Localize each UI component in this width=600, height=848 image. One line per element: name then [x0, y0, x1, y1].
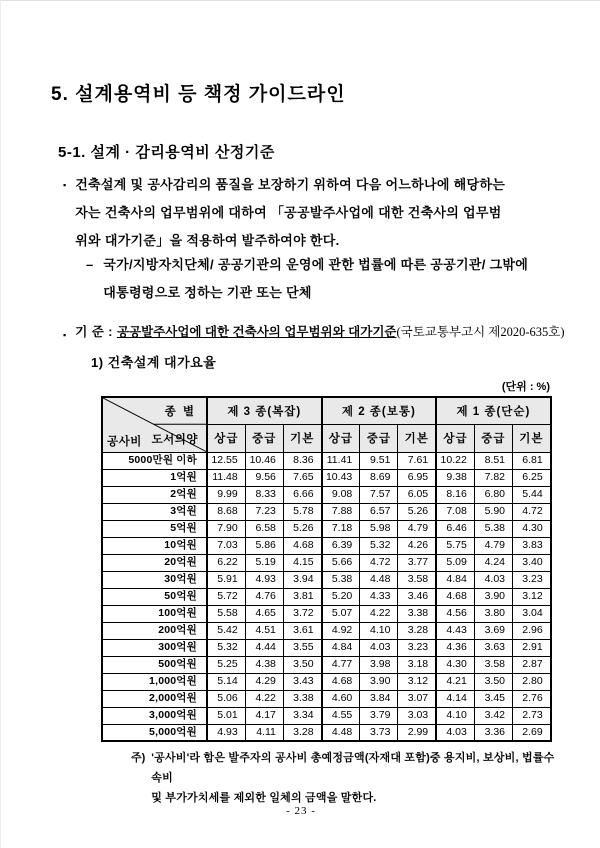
- fee-rate-cell: 3.63: [474, 639, 512, 656]
- fee-rate-cell: 5.26: [398, 503, 436, 520]
- fee-rate-cell: 4.92: [322, 622, 360, 639]
- fee-rate-cell: 3.40: [513, 554, 551, 571]
- fee-rate-cell: 3.81: [283, 588, 321, 605]
- fee-rate-cell: 3.38: [283, 690, 321, 707]
- fee-rate-cell: 5.26: [283, 520, 321, 537]
- fee-rate-cell: 3.79: [360, 707, 398, 724]
- fee-rate-cell: 2.73: [513, 707, 551, 724]
- fee-rate-cell: 3.43: [283, 673, 321, 690]
- fee-rate-cell: 5.01: [207, 707, 245, 724]
- fee-rate-cell: 3.69: [474, 622, 512, 639]
- fee-rate-cell: 5.20: [322, 588, 360, 605]
- fee-rate-cell: 6.66: [283, 486, 321, 503]
- sub-item-text: 국가/지방자치단체/ 공공기관의 운영에 관한 법률에 따른 공공기관/ 그밖에 대통령령으로 정하는 기관 또는 단체: [103, 257, 529, 300]
- fee-rate-cell: 2.87: [513, 656, 551, 673]
- fee-rate-cell: 7.03: [207, 537, 245, 554]
- fee-rate-cell: 5.32: [207, 639, 245, 656]
- fee-rate-cell: 4.51: [245, 622, 283, 639]
- fee-rate-cell: 3.58: [474, 656, 512, 673]
- fee-rate-cell: 4.30: [513, 520, 551, 537]
- table-row: [102, 673, 551, 690]
- fee-rate-cell: 3.45: [474, 690, 512, 707]
- fee-rate-cell: 8.36: [283, 452, 321, 469]
- fee-rate-cell: 4.48: [360, 571, 398, 588]
- unit-note: (단위 : %): [501, 381, 550, 393]
- fee-rate-cell: 2.91: [513, 639, 551, 656]
- dash-bullet-icon: –: [86, 257, 94, 272]
- fee-rate-cell: 3.90: [360, 673, 398, 690]
- column-header: 기본: [513, 424, 551, 452]
- fee-rate-cell: 3.98: [360, 656, 398, 673]
- fee-rate-cell: 4.10: [360, 622, 398, 639]
- fee-rate-cell: 5.90: [474, 503, 512, 520]
- fee-rate-cell: 6.95: [398, 469, 436, 486]
- column-header: 중급: [360, 424, 398, 452]
- table-row: [102, 690, 551, 707]
- fee-rate-cell: 4.30: [436, 656, 474, 673]
- fee-rate-cell: 4.21: [436, 673, 474, 690]
- fee-rate-cell: 4.68: [322, 673, 360, 690]
- fee-rate-cell: 7.18: [322, 520, 360, 537]
- row-label-cost-range: 2억원: [102, 486, 207, 503]
- row-label-cost-range: 2,000억원: [102, 690, 207, 707]
- footnote: [131, 748, 561, 808]
- fee-rate-cell: 4.76: [245, 588, 283, 605]
- fee-rate-cell: 3.84: [360, 690, 398, 707]
- fee-rate-cell: 4.55: [322, 707, 360, 724]
- column-header: 상급: [322, 424, 360, 452]
- fee-rate-cell: 3.72: [283, 605, 321, 622]
- page-title: 5. 설계용역비 등 책정 가이드라인: [51, 84, 346, 105]
- fee-rate-cell: 4.29: [245, 673, 283, 690]
- fee-rate-cell: 3.28: [283, 724, 321, 741]
- paragraph-text: 건축설계 및 공사감리의 품질을 보장하기 위하여 다음 어느하나에 해당하는 자는 건축사의 업무범위에 대하여 「공공발주사업에 대한 건축사의 업무범 위와 대가기준」을 적용하여 발주하여야 한다.: [75, 177, 506, 248]
- fee-rate-cell: 6.05: [398, 486, 436, 503]
- footnote-label: 주): [131, 752, 146, 764]
- fee-rate-cell: 6.46: [436, 520, 474, 537]
- fee-rate-cell: 4.77: [322, 656, 360, 673]
- standard-law-title: 공공발주사업에 대한 건축사의 업무범위와 대가기준: [116, 325, 397, 339]
- bullet-paragraph-1: [63, 171, 558, 255]
- page-number: - 23 -: [286, 805, 316, 817]
- table-row: [102, 486, 551, 503]
- column-header: 중급: [474, 424, 512, 452]
- fee-rate-cell: 7.61: [398, 452, 436, 469]
- row-label-cost-range: 1억원: [102, 469, 207, 486]
- fee-rate-cell: 4.56: [436, 605, 474, 622]
- fee-rate-cell: 4.14: [436, 690, 474, 707]
- square-bullet-icon: ▪: [63, 180, 67, 190]
- fee-rate-cell: 3.36: [474, 724, 512, 741]
- fee-rate-cell: 5.98: [360, 520, 398, 537]
- standard-label: 기 준 :: [75, 325, 117, 339]
- corner-label-category: 종 별: [164, 406, 196, 418]
- fee-rate-cell: 4.33: [360, 588, 398, 605]
- fee-rate-cell: 4.24: [474, 554, 512, 571]
- fee-rate-cell: 5.09: [436, 554, 474, 571]
- standard-notice-number: (국토교통부고시 제2020-635호): [396, 325, 565, 339]
- fee-rate-cell: 4.48: [322, 724, 360, 741]
- fee-rate-cell: 9.51: [360, 452, 398, 469]
- fee-rate-cell: 6.25: [513, 469, 551, 486]
- fee-rate-cell: 4.26: [398, 537, 436, 554]
- fee-rate-cell: 3.50: [283, 656, 321, 673]
- fee-rate-cell: 7.65: [283, 469, 321, 486]
- fee-rate-cell: 8.51: [474, 452, 512, 469]
- subsection-heading: 1) 건축설계 대가요율: [91, 355, 217, 370]
- fee-rate-cell: 5.72: [207, 588, 245, 605]
- table-row: [102, 656, 551, 673]
- fee-rate-cell: 4.79: [398, 520, 436, 537]
- fee-rate-cell: 3.38: [398, 605, 436, 622]
- row-label-cost-range: 5,000억원: [102, 724, 207, 741]
- row-label-cost-range: 3억원: [102, 503, 207, 520]
- fee-rate-cell: 4.93: [207, 724, 245, 741]
- row-label-cost-range: 30억원: [102, 571, 207, 588]
- fee-rate-cell: 3.83: [513, 537, 551, 554]
- fee-rate-cell: 4.38: [245, 656, 283, 673]
- section-title: 5-1. 설계 · 감리용역비 산정기준: [58, 144, 275, 161]
- fee-rate-cell: 11.41: [322, 452, 360, 469]
- footnote-text: '공사비'라 함은 발주자의 공사비 총예정금액(자재대 포함)중 용지비, 보상비, 법률수속비 및 부가가치세를 제외한 일체의 금액을 말한다.: [151, 752, 555, 804]
- table-row: [102, 503, 551, 520]
- fee-rate-cell: 2.99: [398, 724, 436, 741]
- sub-list-item: [86, 251, 556, 307]
- fee-rate-cell: 4.03: [436, 724, 474, 741]
- fee-rate-cell: 8.68: [207, 503, 245, 520]
- fee-rate-cell: 4.22: [360, 605, 398, 622]
- fee-rate-cell: 3.94: [283, 571, 321, 588]
- fee-rate-cell: 8.69: [360, 469, 398, 486]
- standard-reference-line: [75, 321, 564, 343]
- fee-rate-cell: 4.10: [436, 707, 474, 724]
- column-header: 상급: [207, 424, 245, 452]
- fee-rate-cell: 9.08: [322, 486, 360, 503]
- fee-rate-cell: 4.68: [436, 588, 474, 605]
- fee-rate-cell: 5.32: [360, 537, 398, 554]
- design-fee-rate-table: [101, 396, 552, 742]
- fee-rate-cell: 3.55: [283, 639, 321, 656]
- row-label-cost-range: 50억원: [102, 588, 207, 605]
- fee-rate-cell: 4.22: [245, 690, 283, 707]
- bullet-paragraph-2: [63, 321, 568, 349]
- column-header: 기본: [398, 424, 436, 452]
- fee-rate-cell: 5.86: [245, 537, 283, 554]
- fee-rate-cell: 3.23: [398, 639, 436, 656]
- fee-rate-cell: 9.99: [207, 486, 245, 503]
- row-label-cost-range: 20억원: [102, 554, 207, 571]
- fee-rate-cell: 4.03: [474, 571, 512, 588]
- fee-rate-cell: 5.07: [322, 605, 360, 622]
- row-label-cost-range: 10억원: [102, 537, 207, 554]
- fee-rate-cell: 4.65: [245, 605, 283, 622]
- fee-rate-cell: 3.34: [283, 707, 321, 724]
- table-corner-cell: [102, 397, 207, 452]
- fee-rate-cell: 4.68: [283, 537, 321, 554]
- table-row: [102, 588, 551, 605]
- fee-rate-cell: 4.72: [360, 554, 398, 571]
- fee-rate-cell: 4.84: [436, 571, 474, 588]
- corner-label-drawing-volume: 도서의양: [151, 434, 198, 446]
- table-row: [102, 724, 551, 741]
- fee-rate-cell: 3.50: [474, 673, 512, 690]
- fee-rate-cell: 6.81: [513, 452, 551, 469]
- fee-rate-cell: 4.43: [436, 622, 474, 639]
- fee-rate-cell: 3.90: [474, 588, 512, 605]
- fee-rate-cell: 7.82: [474, 469, 512, 486]
- fee-rate-cell: 9.38: [436, 469, 474, 486]
- fee-rate-cell: 5.91: [207, 571, 245, 588]
- fee-rate-cell: 6.39: [322, 537, 360, 554]
- row-label-cost-range: 5억원: [102, 520, 207, 537]
- fee-rate-cell: 5.66: [322, 554, 360, 571]
- fee-rate-cell: 11.48: [207, 469, 245, 486]
- fee-rate-cell: 5.38: [474, 520, 512, 537]
- row-label-cost-range: 500억원: [102, 656, 207, 673]
- fee-rate-cell: 3.12: [398, 673, 436, 690]
- fee-rate-cell: 7.90: [207, 520, 245, 537]
- fee-rate-cell: 5.38: [322, 571, 360, 588]
- fee-rate-cell: 3.58: [398, 571, 436, 588]
- fee-rate-cell: 3.73: [360, 724, 398, 741]
- fee-rate-cell: 3.28: [398, 622, 436, 639]
- fee-rate-cell: 3.46: [398, 588, 436, 605]
- fee-rate-cell: 5.75: [436, 537, 474, 554]
- fee-rate-cell: 2.76: [513, 690, 551, 707]
- fee-rate-cell: 4.44: [245, 639, 283, 656]
- column-header: 기본: [283, 424, 321, 452]
- table-row: [102, 469, 551, 486]
- corner-label-construction-cost: 공사비: [107, 435, 142, 448]
- fee-rate-cell: 4.17: [245, 707, 283, 724]
- fee-rate-cell: 6.57: [360, 503, 398, 520]
- fee-rate-cell: 6.58: [245, 520, 283, 537]
- fee-rate-cell: 7.08: [436, 503, 474, 520]
- table-row: [102, 452, 551, 469]
- fee-rate-cell: 9.56: [245, 469, 283, 486]
- table-row: [102, 571, 551, 588]
- fee-rate-cell: 10.22: [436, 452, 474, 469]
- row-label-cost-range: 5000만원 이하: [102, 452, 207, 469]
- fee-rate-cell: 3.42: [474, 707, 512, 724]
- fee-rate-cell: 5.25: [207, 656, 245, 673]
- table-row: [102, 639, 551, 656]
- fee-rate-cell: 3.61: [283, 622, 321, 639]
- table-row: [102, 554, 551, 571]
- fee-rate-cell: 3.18: [398, 656, 436, 673]
- fee-rate-cell: 5.19: [245, 554, 283, 571]
- table-row: [102, 537, 551, 554]
- fee-rate-cell: 4.79: [474, 537, 512, 554]
- row-label-cost-range: 3,000억원: [102, 707, 207, 724]
- table-row: [102, 707, 551, 724]
- fee-rate-cell: 4.84: [322, 639, 360, 656]
- fee-rate-cell: 8.16: [436, 486, 474, 503]
- table-header-group-row: [102, 397, 551, 424]
- fee-rate-cell: 3.07: [398, 690, 436, 707]
- row-label-cost-range: 1,000억원: [102, 673, 207, 690]
- fee-rate-cell: 3.12: [513, 588, 551, 605]
- fee-rate-cell: 2.80: [513, 673, 551, 690]
- fee-rate-cell: 3.04: [513, 605, 551, 622]
- column-group-class2: 제 2 종(보통): [322, 397, 437, 424]
- column-group-class1: 제 1 종(단순): [436, 397, 551, 424]
- fee-rate-cell: 5.44: [513, 486, 551, 503]
- fee-rate-cell: 4.93: [245, 571, 283, 588]
- row-label-cost-range: 100억원: [102, 605, 207, 622]
- fee-rate-cell: 3.23: [513, 571, 551, 588]
- table-row: [102, 520, 551, 537]
- fee-rate-cell: 4.72: [513, 503, 551, 520]
- fee-rate-cell: 6.80: [474, 486, 512, 503]
- fee-rate-cell: 5.58: [207, 605, 245, 622]
- fee-rate-cell: 5.42: [207, 622, 245, 639]
- fee-rate-cell: 7.88: [322, 503, 360, 520]
- fee-rate-cell: 5.78: [283, 503, 321, 520]
- fee-rate-cell: 3.80: [474, 605, 512, 622]
- fee-rate-cell: 4.11: [245, 724, 283, 741]
- fee-rate-cell: 12.55: [207, 452, 245, 469]
- column-group-class3: 제 3 종(복잡): [207, 397, 322, 424]
- table-row: [102, 622, 551, 639]
- fee-rate-cell: 5.14: [207, 673, 245, 690]
- fee-rate-cell: 3.03: [398, 707, 436, 724]
- square-bullet-icon: ▪: [63, 330, 67, 340]
- fee-rate-cell: 3.77: [398, 554, 436, 571]
- fee-rate-cell: 8.33: [245, 486, 283, 503]
- fee-rate-cell: 2.69: [513, 724, 551, 741]
- fee-rate-cell: 10.46: [245, 452, 283, 469]
- fee-rate-cell: 7.57: [360, 486, 398, 503]
- fee-rate-cell: 2.96: [513, 622, 551, 639]
- fee-rate-cell: 4.15: [283, 554, 321, 571]
- table-row: [102, 605, 551, 622]
- row-label-cost-range: 300억원: [102, 639, 207, 656]
- fee-rate-cell: 4.03: [360, 639, 398, 656]
- fee-rate-cell: 7.23: [245, 503, 283, 520]
- row-label-cost-range: 200억원: [102, 622, 207, 639]
- fee-rate-cell: 6.22: [207, 554, 245, 571]
- column-header: 중급: [245, 424, 283, 452]
- fee-rate-cell: 4.60: [322, 690, 360, 707]
- column-header: 상급: [436, 424, 474, 452]
- fee-rate-cell: 4.36: [436, 639, 474, 656]
- fee-rate-cell: 10.43: [322, 469, 360, 486]
- fee-rate-cell: 5.06: [207, 690, 245, 707]
